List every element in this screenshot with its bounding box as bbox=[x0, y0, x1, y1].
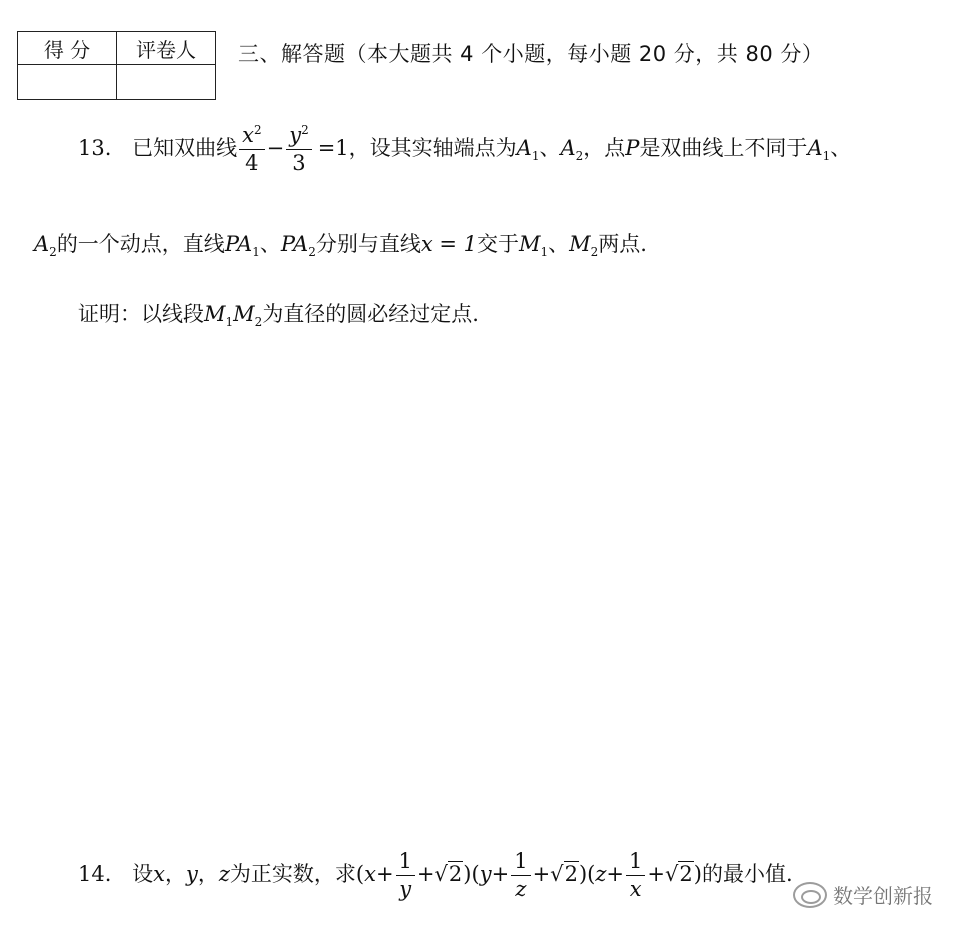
fraction-y2-over-3: $\frac{y^2}{3}$ bbox=[286, 124, 312, 175]
q13-line2: $A_2$的一个动点，直线$PA_1$、$PA_2$分别与直线x = 1交于$M_1$、$M_2$两点. bbox=[34, 232, 647, 259]
q14-line: 14. 设x，y，z为正实数，求(x+ $\frac{1}{y}$ +√2)(y+ $\frac{1}{z}$ +√2)(z+ $\frac{1}{x}$ +√2)的最小值. bbox=[78, 849, 793, 902]
q14-number: 14. bbox=[78, 862, 112, 887]
q13-intro: 已知双曲线 bbox=[132, 136, 238, 161]
equals-one: =1 bbox=[317, 136, 349, 161]
sqrt-2: √2 bbox=[434, 862, 463, 887]
sqrt-2: √2 bbox=[550, 862, 578, 887]
section-header: 三、解答题（本大题共 4 个小题，每小题 20 分，共 80 分） bbox=[238, 42, 824, 66]
fraction-x2-over-4: $\frac{x^2}{4}$ bbox=[239, 124, 264, 175]
grader-cell bbox=[117, 65, 216, 100]
fraction-1-over-x: $\frac{1}{x}$ bbox=[626, 850, 645, 901]
watermark-text: 数学创新报 bbox=[833, 884, 933, 908]
watermark bbox=[793, 880, 933, 909]
wechat-logo-icon bbox=[793, 882, 827, 908]
sqrt-2: √2 bbox=[665, 862, 693, 887]
q13-proof-line: 证明：以线段$M_1M_2$为直径的圆必经过定点. bbox=[78, 302, 479, 329]
grader-label: 评卷人 bbox=[117, 32, 216, 65]
score-table bbox=[17, 31, 216, 100]
score-cell bbox=[18, 65, 117, 100]
score-label: 得 分 bbox=[18, 32, 117, 65]
q13-number: 13. bbox=[78, 136, 112, 161]
q13-line1: 13. 已知双曲线 $\frac{x^2}{4}$ − $\frac{y^2}{3}$ =1，设其实轴端点为$A_1$、$A_2$，点P是双曲线上不同于$A_1$、 bbox=[78, 123, 852, 176]
line-equation: x = 1 bbox=[420, 232, 477, 256]
minus-sign: − bbox=[266, 136, 285, 161]
fraction-1-over-y: $\frac{1}{y}$ bbox=[396, 850, 415, 901]
fraction-1-over-z: $\frac{1}{z}$ bbox=[511, 850, 530, 901]
